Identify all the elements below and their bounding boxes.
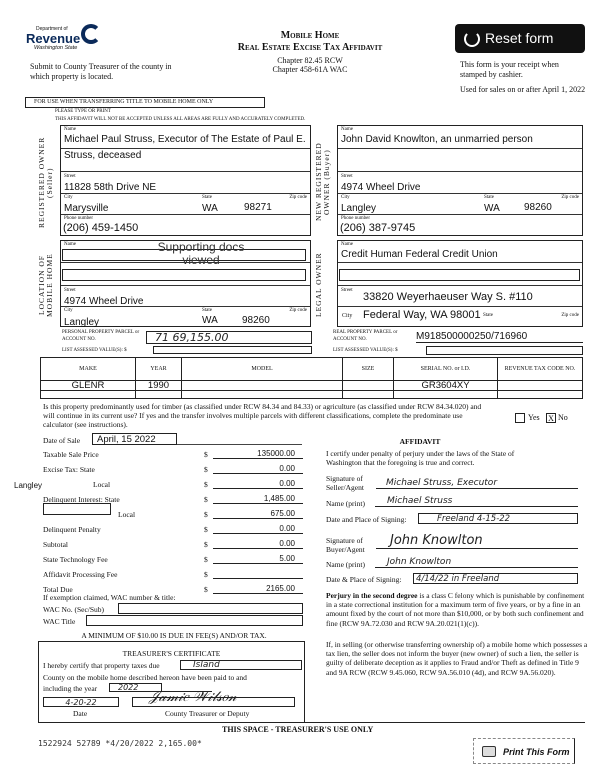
location-name-field-2[interactable] [62, 269, 306, 281]
table-cell[interactable] [41, 391, 136, 399]
legal-owner-section-label: LEGAL OWNER [314, 252, 323, 318]
fee-label: Total Due [43, 585, 73, 594]
treasurer-certificate: TREASURER'S CERTIFICATE I hereby certify that property taxes due Island County on the mobile home described hereon have been paid to and including the year 2022 4-20-22 Date 𝒥𝒶𝓂𝒾𝑒 𝒲𝒾𝓁𝓈𝑜𝓃 County Treasurer or Deputy [38, 641, 305, 723]
fee-row: Excise Tax: State $ 0.00 [43, 462, 303, 476]
fee-row: Taxable Sale Price $ 135000.00 [43, 447, 303, 461]
logo-swoosh-icon [81, 24, 101, 44]
seller-phone-field[interactable]: (206) 459-1450 [63, 222, 139, 234]
table-cell[interactable]: 1990 [136, 381, 182, 391]
buyer-phone-field[interactable]: (206) 387-9745 [340, 222, 416, 234]
legal-street-field[interactable]: 33820 Weyerhaeuser Way S. #110 [363, 291, 533, 303]
fee-value-field[interactable]: 5.00 [213, 554, 303, 564]
fee-value-field[interactable]: 1,485.00 [213, 494, 303, 504]
fee-value-field[interactable]: 675.00 [213, 509, 303, 519]
seller-street-field[interactable]: 11828 58th Drive NE [64, 182, 157, 193]
fee-label: Affidavit Processing Fee [43, 570, 118, 579]
table-header: REVENUE TAX CODE NO. [498, 358, 583, 381]
wac-number-field[interactable] [118, 603, 303, 614]
mobile-home-table [40, 357, 583, 399]
yes-checkbox[interactable] [515, 413, 525, 423]
fee-value-field[interactable]: 0.00 [213, 524, 303, 534]
seller-name-print-field[interactable]: Michael Struss [375, 496, 578, 507]
table-header: SERIAL NO. or I.D. [394, 358, 498, 381]
table-cell[interactable] [343, 381, 394, 391]
seller-box: Name Michael Paul Struss, Executor of The Estate of Paul E. Struss, deceased Street 11828 58th Drive NE City State Zip code Marysville WA 98271 Phone number (206) 459-1450 [60, 125, 311, 236]
fee-row: Affidavit Processing Fee $ [43, 567, 303, 581]
legal-owner-box: Name Credit Human Federal Credit Union Street 33820 Weyerhaeuser Way S. #110 City Federal Way, WA 98001 State Zip code [337, 240, 583, 327]
personal-assessed-field[interactable] [153, 346, 312, 354]
personal-parcel-field[interactable]: 71 69,155.00 [146, 331, 312, 344]
fee-row: State Technology Fee $ 5.00 [43, 552, 303, 566]
seller-name-field-2[interactable]: Struss, deceased [64, 150, 142, 161]
seller-signature-field[interactable]: Michael Struss, Executor [376, 478, 578, 489]
fee-label: Delinquent Penalty [43, 525, 101, 534]
fee-value-field[interactable]: 2165.00 [213, 584, 303, 594]
real-assessed-field[interactable] [426, 346, 583, 355]
fee-value-field[interactable]: 0.00 [213, 539, 303, 549]
legal-city-field[interactable]: Federal Way, WA 98001 [363, 309, 481, 321]
fee-row: Delinquent Penalty $ 0.00 [43, 522, 303, 536]
logo: Department of Revenue Washington State [26, 26, 106, 56]
fee-value-field[interactable]: 0.00 [213, 479, 303, 489]
buyer-state-field[interactable]: WA [484, 203, 500, 214]
table-cell[interactable] [136, 391, 182, 399]
seller-name-field[interactable]: Michael Paul Struss, Executor of The Estate of Paul E. [64, 134, 306, 145]
location-zip-field[interactable]: 98260 [242, 315, 270, 326]
seller-zip-field[interactable]: 98271 [244, 202, 272, 213]
buyer-section-label: NEW REGISTERED OWNER (Buyer) [314, 142, 331, 222]
no-checkbox[interactable]: X [546, 413, 556, 423]
table-header: MAKE [41, 358, 136, 381]
printer-icon [482, 746, 496, 757]
fee-label: State Technology Fee [43, 555, 108, 564]
fee-label: Delinquent Interest: State [43, 495, 120, 504]
table-cell[interactable]: GR3604XY [394, 381, 498, 391]
seller-date-place-field[interactable]: Freeland 4-15-22 [418, 513, 578, 524]
location-city-field[interactable]: Langley [64, 317, 100, 328]
buyer-zip-field[interactable]: 98260 [524, 202, 552, 213]
legal-name-field-2[interactable] [339, 269, 580, 281]
wac-title-field[interactable] [86, 615, 303, 626]
fee-label: Excise Tax: State [43, 465, 95, 474]
buyer-box: Name John David Knowlton, an unmarried person Street 4974 Wheel Drive City State Zip code Langley WA 98260 Phone number (206) 387-9745 [337, 125, 583, 236]
fee-value-field[interactable]: 135000.00 [213, 449, 303, 459]
table-row [41, 391, 583, 399]
location-box: Name Supporting docs viewed Street 4974 Wheel Drive City State Zip code Langley WA 98260 [60, 240, 311, 327]
table-cell[interactable] [498, 391, 583, 399]
reset-form-button[interactable]: Reset form [455, 24, 585, 53]
refresh-icon [464, 31, 480, 47]
table-header: MODEL [182, 358, 343, 381]
cashier-receipt-stamp: 1522924 52789 *4/20/2022 2,165.00* [38, 739, 202, 748]
form-subtitle: Real Estate Excise Tax Affidavit [237, 42, 383, 53]
table-header: YEAR [136, 358, 182, 381]
supporting-docs-stamp: Supporting docs viewed [157, 240, 245, 267]
fee-label: Local [118, 510, 136, 519]
legal-name-field[interactable]: Credit Human Federal Credit Union [341, 249, 498, 260]
table-cell[interactable] [343, 391, 394, 399]
buyer-street-field[interactable]: 4974 Wheel Drive [341, 182, 421, 193]
location-state-field[interactable]: WA [202, 315, 218, 326]
seller-city-field[interactable]: Marysville [64, 203, 109, 214]
date-of-sale-field[interactable]: April, 15 2022 [92, 433, 177, 445]
location-street-field[interactable]: 4974 Wheel Drive [64, 296, 144, 307]
table-cell[interactable] [182, 381, 343, 391]
table-cell[interactable] [394, 391, 498, 399]
table-cell[interactable] [498, 381, 583, 391]
table-header: SIZE [343, 358, 394, 381]
fee-row: Delinquent Interest: State $ 1,485.00 [43, 492, 303, 506]
fee-row: Local $ 0.00 [43, 477, 303, 491]
cert-date-field[interactable]: 4-20-22 [43, 697, 119, 707]
fee-row: Total Due $ 2165.00 [43, 582, 303, 596]
county-name-field[interactable] [43, 503, 111, 515]
treasurer-signature: 𝒥𝒶𝓂𝒾𝑒 𝒲𝒾𝓁𝓈𝑜𝓃 [149, 689, 237, 705]
buyer-name-print-field[interactable]: John Knowlton [375, 557, 578, 568]
real-parcel-field[interactable]: M918500000250/716960 [416, 331, 583, 343]
table-cell[interactable]: GLENR [41, 381, 136, 391]
fee-row: Subtotal $ 0.00 [43, 537, 303, 551]
buyer-name-field-2[interactable] [338, 149, 582, 172]
seller-state-field[interactable]: WA [202, 203, 218, 214]
fee-label: Local [93, 480, 111, 489]
fee-row: Local $ 675.00 [43, 507, 303, 521]
location-section-label: LOCATION OF MOBILE HOME [37, 253, 54, 317]
buyer-date-place-field[interactable]: 4/14/22 in Freeland [413, 573, 578, 584]
table-row [41, 381, 583, 391]
print-form-button[interactable]: Print This Form [473, 738, 575, 764]
county-field[interactable]: Island [180, 660, 302, 670]
timber-question: Is this property predominantly used for timber (as classified under RCW 84.34 and 84.33) or agriculture (as classified under RCW 84.34.020) and will continue in its current use? If yes and the transfer involves multiple parcels with different classifications, complete the predominate use calculator (see instructions). [43, 402, 482, 429]
year-field[interactable]: 2022 [109, 683, 162, 692]
fee-value-field[interactable] [213, 578, 303, 579]
buyer-city-field[interactable]: Langley [341, 203, 377, 214]
form-title: Mobile Home [280, 30, 340, 41]
buyer-name-field[interactable]: John David Knowlton, an unmarried person [341, 134, 533, 145]
fee-label: Subtotal [43, 540, 69, 549]
table-cell[interactable] [182, 391, 343, 399]
fee-label: Taxable Sale Price [43, 450, 99, 459]
fee-value-field[interactable]: 0.00 [213, 464, 303, 474]
buyer-signature-field[interactable]: John Knowlton [376, 533, 578, 549]
seller-section-label: REGISTERED OWNER (Seller) [37, 136, 54, 229]
